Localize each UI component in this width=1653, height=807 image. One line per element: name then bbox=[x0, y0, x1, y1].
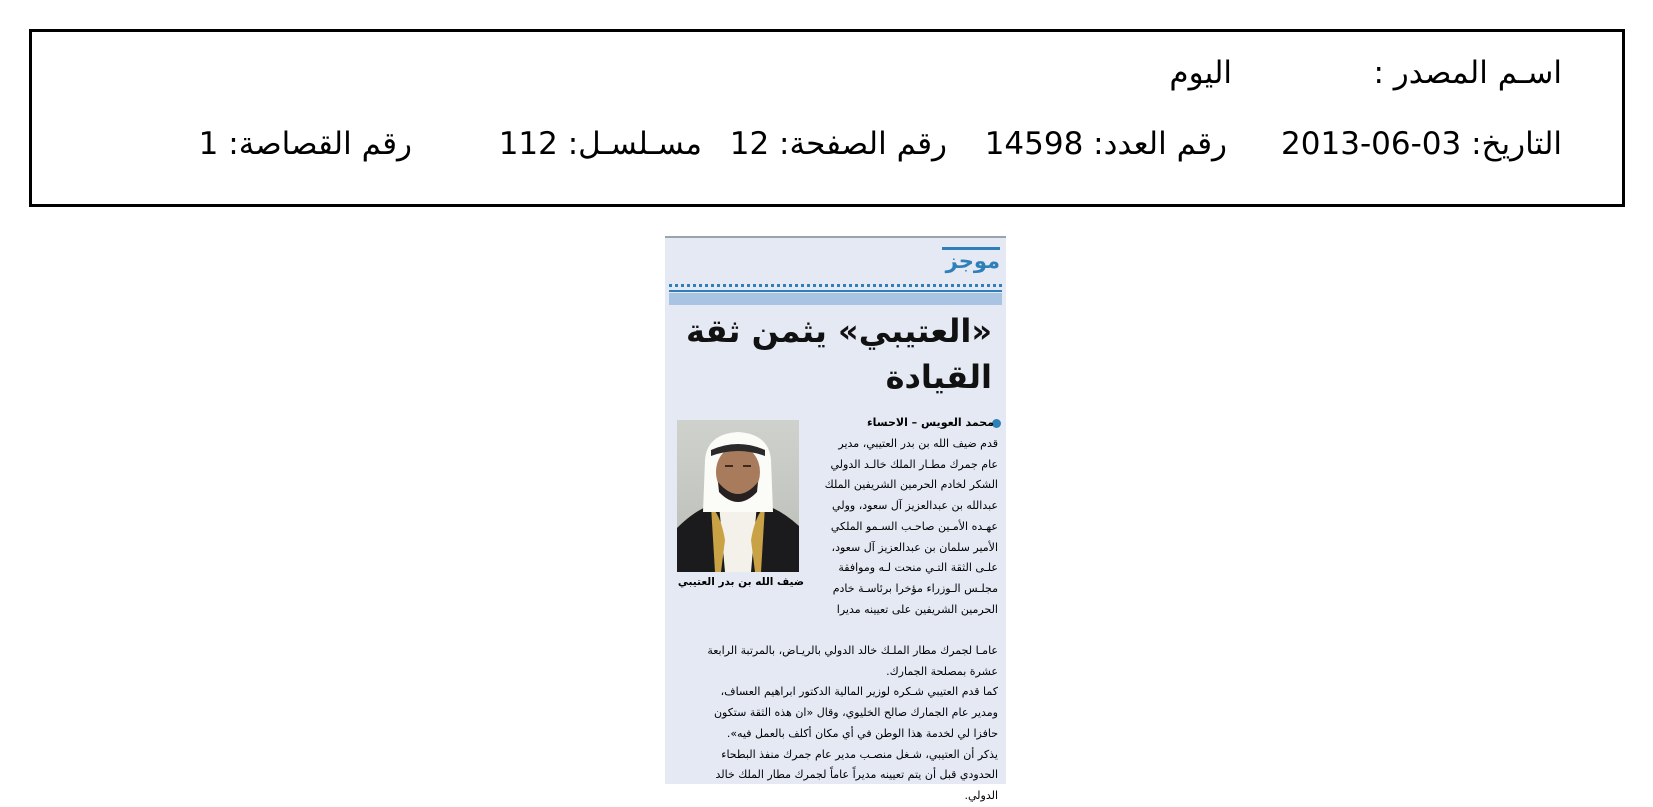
page-number: رقم الصفحة: 12 bbox=[729, 126, 947, 162]
clip-number: رقم القصاصة: 1 bbox=[198, 126, 412, 162]
article-body-full: عامـا لجمرك مطار الملـك خالد الدولي بالريـاض، بالمرتبة الرابعة عشرة بمصلحة الجمارك. كما قدم العتيبي شـكره لوزير المالية الدكتور ابراهيم العساف، ومدير عام الجمارك صالح الخليوي، وقال «ان هذه الثقة ستكون حافزا لي لخدمة هذا الوطن في أي مكان أكلف بالعمل فيه». يذكر أن العتيبي، شـغل منصـب مدير عام جمرك منفذ البطحاء الحدودي قبل أن يتم تعيينه مديراً عاماً لجمرك مطار الملك خالد الدولي. bbox=[707, 644, 998, 802]
dotted-divider bbox=[669, 284, 1002, 287]
top-rule bbox=[665, 236, 1006, 238]
portrait-illustration bbox=[677, 420, 799, 572]
thin-divider bbox=[669, 290, 1002, 292]
byline: محمد العويس – الاحساء bbox=[867, 416, 994, 429]
clipping-metadata-box bbox=[29, 29, 1625, 207]
portrait-photo bbox=[677, 420, 799, 572]
section-label: موجز bbox=[945, 249, 1000, 273]
newspaper-clipping bbox=[665, 236, 1006, 802]
serial-number: مسـلسـل: 112 bbox=[498, 126, 702, 162]
blue-band bbox=[669, 293, 1002, 305]
issue-number: رقم العدد: 14598 bbox=[984, 126, 1227, 162]
headline: «العتيبي» يثمن ثقة القيادة bbox=[685, 312, 992, 396]
source-label: اسـم المصدر : bbox=[1373, 55, 1562, 91]
source-value: اليوم bbox=[1169, 55, 1232, 91]
article-body-column: قدم ضيف الله بن بدر العتيبي، مدير عام جمرك مطـار الملك خالـد الدولي الشكر لخادم الحرمين الشريفين الملك عبدالله بن عبدالعزيز آل سعود، وولي عهـده الأمـين صاحـب السـمو الملكي الأمير سلمان بن عبدالعزيز آل سعود، علـى الثقة التـي منحت لـه وموافقة مجلـس الـوزراء مؤخرا برئاسـة خادم الحرمين الشريفين على تعيينه مديرا bbox=[824, 437, 998, 616]
date-field: التاريخ: 03-06-2013 bbox=[1281, 126, 1562, 162]
photo-caption: ضيف الله بن بدر العتيبي bbox=[677, 576, 804, 588]
